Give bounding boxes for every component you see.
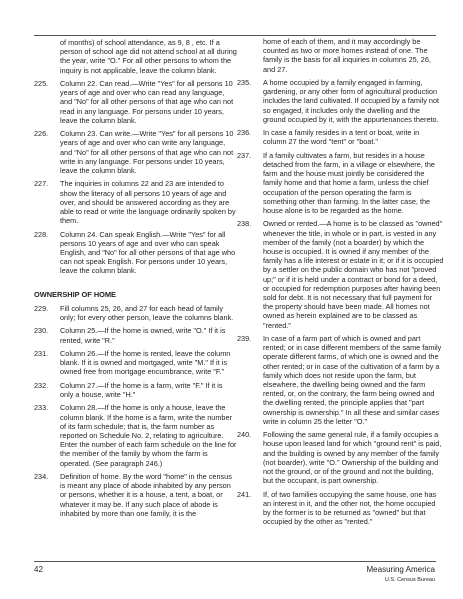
paragraph-226: [34, 129, 237, 175]
footer-title: Measuring America: [366, 565, 435, 574]
paragraph-233: [34, 403, 237, 467]
paragraph-text: In case a family resides in a tent or boat, write in column 27 the word "tent" or "boat.": [263, 128, 420, 147]
left-column: [34, 38, 237, 518]
paragraph-number: 240.: [237, 430, 252, 440]
page-number: 42: [34, 565, 43, 574]
paragraph-number: 237.: [237, 150, 252, 160]
paragraph-236: [237, 128, 444, 146]
paragraph-number: 235.: [237, 78, 252, 87]
footer-rule: [34, 561, 436, 562]
paragraph-text: Column 25.—If the home is owned, write "O." If it is rented, write "R.": [60, 326, 226, 345]
paragraph-number: 229.: [34, 303, 49, 313]
paragraph-text: If a family cultivates a farm, but resides in a house detached from the farm, in a village or elsewhere, the farm and the house must jointly be considered the family home and that home a farm, unless the chief occupation of the person operating the farm is something other than farming. In the latter case, the house alone is to be regarded as the home.: [263, 150, 435, 216]
paragraph-229: [34, 304, 237, 322]
paragraph-number: 238.: [237, 219, 252, 229]
paragraph-text: Column 22. Can read.—Write "Yes" for all persons 10 years of age and over who can read any language, and "No" for all other persons of that age who can not read in any language. For persons under 10 years, leave the column blank.: [60, 79, 234, 125]
continued-paragraph: of months) of school attendance, as 9, 8 , etc. If a person of school age did not attend school at all during the year, write "O." For all other persons to whom the inquiry is not applicable, leave the column blank.: [60, 38, 237, 75]
paragraph-240: [237, 430, 444, 485]
paragraph-text: Column 27.—If the home is a farm, write "F." If it is only a house, write "H.": [60, 380, 223, 400]
paragraph-227: [34, 179, 237, 225]
footer-subtitle: U.S. Census Bureau: [384, 577, 435, 583]
paragraph-text: Owned or rented.—A home is to be classed as "owned" whenever the title, in whole or in part, is vested in any member of the family (not a boarder) by which the house is occupied. It is owned if any member of the family has a life interest or estate in it; or if it is occupied by a settler on the public domain who has not "proved up;" or if it is held under a contract or bond for a deed, or occupied for redemption purposes after having been sold for debt. It is not necessary that full payment for the property should have been made. All homes not owned as herein explained are to be classed as "rented.": [263, 219, 444, 330]
paragraph-number: 234.: [34, 472, 49, 482]
paragraph-number: 232.: [34, 380, 49, 390]
paragraph-230: [34, 326, 237, 344]
paragraph-231: [34, 349, 237, 377]
paragraph-241: [237, 490, 444, 527]
paragraph-text: If, of two families occupying the same house, one has an interest in it, and the other not, the home occupied by the former is to be returned as "owned" but that occupied by the other as "rented.": [263, 489, 437, 527]
section-heading: OWNERSHIP OF HOME: [34, 289, 116, 299]
paragraph-text: Following the same general rule, if a family occupies a house upon leased land for which "ground rent" is paid, and the building is owned by any member of the family (not boarder), write "O." Ownership of the building and not the ground, or of the ground and not the building, but the occupant, is part ownership.: [263, 430, 442, 486]
paragraph-228: [34, 230, 237, 276]
paragraph-number: 226.: [34, 129, 49, 139]
paragraph-239: [237, 334, 444, 426]
paragraph-232: [34, 381, 237, 399]
paragraph-number: 236.: [237, 128, 252, 138]
paragraph-text: In case of a farm part of which is owned and part rented; or in case different members of the same family operate different farms, of which one is owned and the other rented; or in case of the cultivation of a farm by a family which does not reside upon the farm, but elsewhere, the dwelling being owned and the farm rented, or, on the contrary, the farm being owned and the dwelling rented, the principle applies that "part ownership is ownership." In all these and similar cases write in column 25 the letter "O.": [263, 334, 442, 426]
right-column: [237, 37, 444, 526]
paragraph-number: 231.: [34, 349, 49, 359]
paragraph-238: [237, 219, 444, 329]
paragraph-234: [34, 472, 237, 518]
paragraph-text: Fill columns 25, 26, and 27 for each head of family only; for every other person, leave the columns blank.: [60, 303, 234, 323]
top-rule: [34, 35, 436, 36]
paragraph-225: [34, 79, 237, 125]
continued-paragraph: home of each of them, and it may accordingly be counted as two or more homes instead of one. The family is the basis for all inquiries in columns 25, 26, and 27.: [263, 37, 431, 74]
paragraph-text: Column 28.—If the home is only a house, leave the column blank. If the home is a farm, write the number of its farm schedule; that is, the farm number as reported on Schedule No. 2, relating to agriculture. Enter the number of each farm schedule on the line for the member of the family by whom the farm is operated. (See paragraph 246.): [60, 403, 237, 468]
paragraph-text: Column 24. Can speak English.—Write "Yes" for all persons 10 years of age and over who can speak English, and "No" for all other persons of that age who can not speak English. For persons under 10 years, leave the column blank.: [60, 229, 236, 276]
paragraph-235: [237, 78, 444, 124]
paragraph-number: 233.: [34, 403, 49, 413]
paragraph-number: 239.: [237, 334, 252, 344]
paragraph-number: 225.: [34, 79, 49, 88]
paragraph-number: 228.: [34, 229, 49, 239]
paragraph-text: Column 23. Can write.—Write "Yes" for all persons 10 years of age and over who can write any language, and "No" for all other persons of that age who can not write in any language. For persons under 10 years, leave the column blank.: [60, 129, 234, 176]
paragraph-number: 230.: [34, 326, 49, 336]
paragraph-237: [237, 151, 444, 215]
paragraph-text: Definition of home. By the word "home" in the census is meant any place of abode inhabited by any person or persons, whether it is a house, a tent, a boat, or whatever it may be. If any such place of abode is inhabited by more than one family, it is the: [60, 472, 232, 518]
paragraph-number: 241.: [237, 489, 252, 499]
paragraph-text: Column 26.—If the home is rented, leave the column blank. If it is owned and mortgaged, write "M." If it is owned free from mortgage encumbrance, write "F.": [60, 349, 231, 377]
paragraph-number: 227.: [34, 179, 49, 189]
paragraph-text: A home occupied by a family engaged in farming, gardening, or any other form of agricultural production includes the land cultivated. If occupied by a family not so engaged, it includes only the dwelling and the ground occupied by it, with the appurtenances thereto.: [263, 78, 440, 124]
paragraph-text: The inquiries in columns 22 and 23 are intended to show the literacy of all persons 10 years of age and over, and should be answered according as they are able to read or write the language ordinarily spoken by them.: [60, 179, 236, 226]
